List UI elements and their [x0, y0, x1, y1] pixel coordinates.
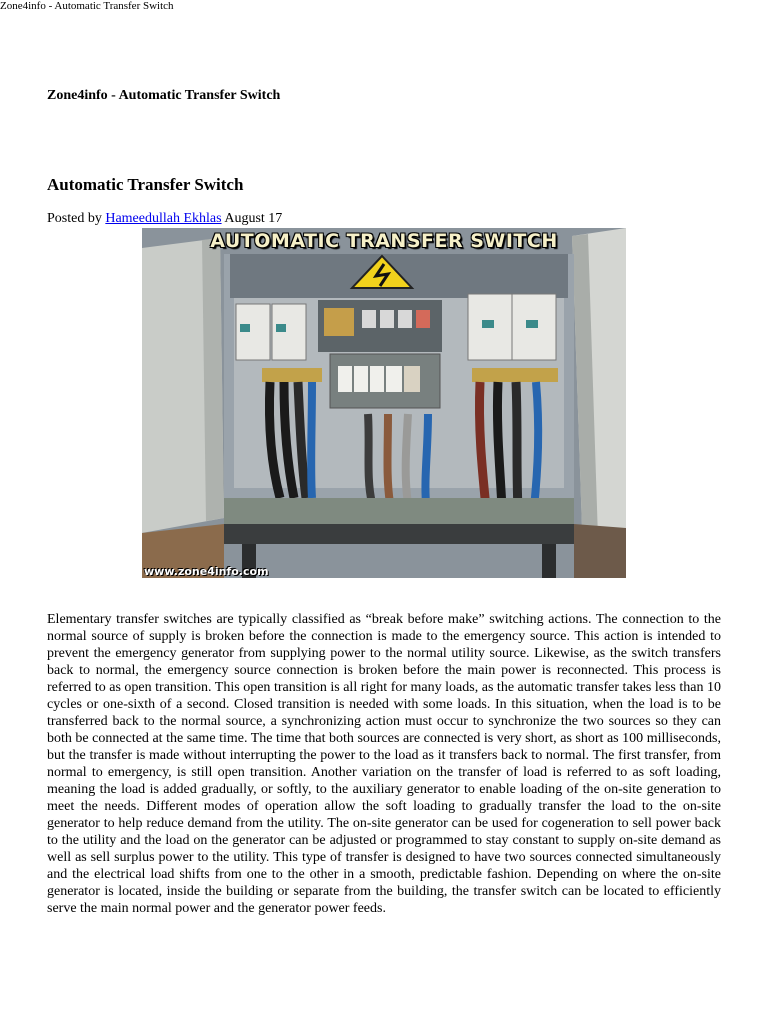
switch-cabinet-illustration — [142, 228, 626, 578]
author-link[interactable]: Hameedullah Ekhlas — [105, 211, 222, 226]
image-banner: AUTOMATIC TRANSFER SWITCH — [210, 230, 558, 252]
post-date: August 17 — [224, 211, 283, 226]
site-title: Zone4info - Automatic Transfer Switch — [47, 88, 281, 103]
image-watermark: www.zone4info.com — [144, 565, 269, 578]
byline-prefix: Posted by — [47, 211, 102, 226]
article-photo — [142, 228, 626, 578]
article-body: Elementary transfer switches are typically classified as “break before make” switching actions. The connection to the normal source of supply is broken before the connection is made to the emergency source. This action is intended to prevent the emergency generator from supplying power to the normal utility source. Likewise, as the switch transfers back to normal, the emergency source connection is broken before the main power is reconnected. This process is referred to as open transition. This open transition is all right for many loads, as the automatic transfer takes less than 10 cycles or one-sixth of a second. Closed transition is needed with some loads. In this situation, when the load is to be transferred back to the normal source, a synchronizing action must occur to synchronize the two sources so they can both be connected at the same time. The time that both sources are connected is very short, as short as 100 milliseconds, but the transfer is made without interrupting the power to the load as it transfers back to normal. The first transfer, from normal to emergency, is still open transition. Another variation on the transfer of load is referred to as soft loading, meaning the load is added gradually, or softly, to the auxiliary generator to enable loading of the on-site generation to meet the needs. Different modes of operation allow the soft loading to gradually transfer the load to the on-site generator to help reduce demand from the utility. The on-site generator can be used for cogeneration to sell power back to the utility and the load on the generator can be adjusted or programmed to stay constant to supply on-site demand as well as sell surplus power to the utility. This type of transfer is designed to have two sources connected simultaneously and the electrical load shifts from one to the other in a smooth, predictable fashion. Depending on where the on-site generator is located, inside the building or separate from the building, the transfer switch can be located to efficiently serve the main normal power and the generator power feeds. — [47, 612, 721, 916]
byline — [47, 211, 282, 227]
post-title: Automatic Transfer Switch — [47, 175, 244, 194]
running-head: Zone4info - Automatic Transfer Switch — [0, 0, 174, 12]
